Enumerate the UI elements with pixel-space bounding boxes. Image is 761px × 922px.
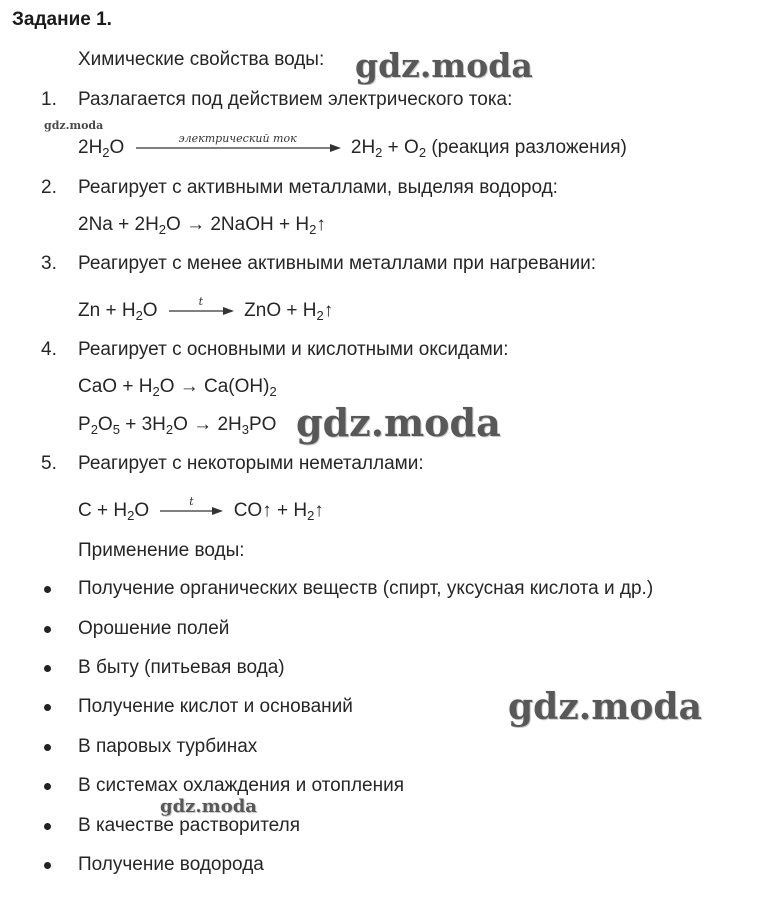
bullet-icon (44, 665, 51, 672)
usage-heading: Применение воды: (78, 540, 245, 561)
equation-calcium-oxide: CaO + $H_2O \to Ca(OH)_2$ (78, 376, 277, 399)
bullet-icon (44, 862, 51, 869)
equation-carbon: $C + H_2O$ t CO↑ + $H_2↑$ (78, 500, 324, 522)
reaction-arrow (134, 131, 342, 153)
watermark: gdz.moda (508, 686, 702, 728)
bullet-icon (44, 626, 51, 633)
item-text: Реагирует с менее активными металлами при нагревании: (78, 253, 597, 274)
reaction-arrow (158, 494, 224, 516)
chemical-properties-heading: Химические свойства воды: (78, 49, 325, 70)
equation-sodium: $2Na + 2H_2O$ → 2NaOH + $H_2↑$ (78, 214, 326, 237)
reaction-arrow (167, 294, 235, 316)
bullet-icon (44, 744, 51, 751)
item-text: Реагирует с активными металлами, выделяя водород: (78, 177, 558, 198)
item-number: 4. (41, 339, 57, 360)
item-text: Реагирует с некоторыми неметаллами: (78, 453, 424, 474)
item-number: 1. (41, 89, 57, 110)
watermark: gdz.moda (160, 796, 257, 817)
arrow-label: t (198, 294, 204, 308)
bullet-icon (44, 704, 51, 711)
bullet-icon (44, 586, 51, 593)
equation-phosphorus-oxide: $P_2O_5 + 3H_2O \to 2H_3PO$ (78, 414, 277, 437)
bullet-icon (44, 783, 51, 790)
task-title: Задание 1. (12, 9, 112, 30)
equation-zinc: $Zn + H_2O$ t ZnO + $H_2↑$ (78, 300, 333, 322)
item-number: 5. (41, 453, 57, 474)
item-number: 2. (41, 177, 57, 198)
item-number: 3. (41, 253, 57, 274)
item-text: Реагирует с основными и кислотными оксидами: (78, 339, 509, 360)
bullet-icon (44, 823, 51, 830)
arrow-label: электрический ток (178, 131, 297, 145)
watermark: gdz.moda (44, 119, 104, 132)
arrow-label: t (189, 494, 194, 508)
equation-decomposition: $2H_2O$ электрический ток $2H_2 + O_2$ (реакция разложения) (78, 137, 627, 159)
item-text: Разлагается под действием электрического тока: (78, 89, 513, 110)
watermark: gdz.moda (296, 400, 501, 445)
watermark: gdz.moda (355, 46, 533, 85)
